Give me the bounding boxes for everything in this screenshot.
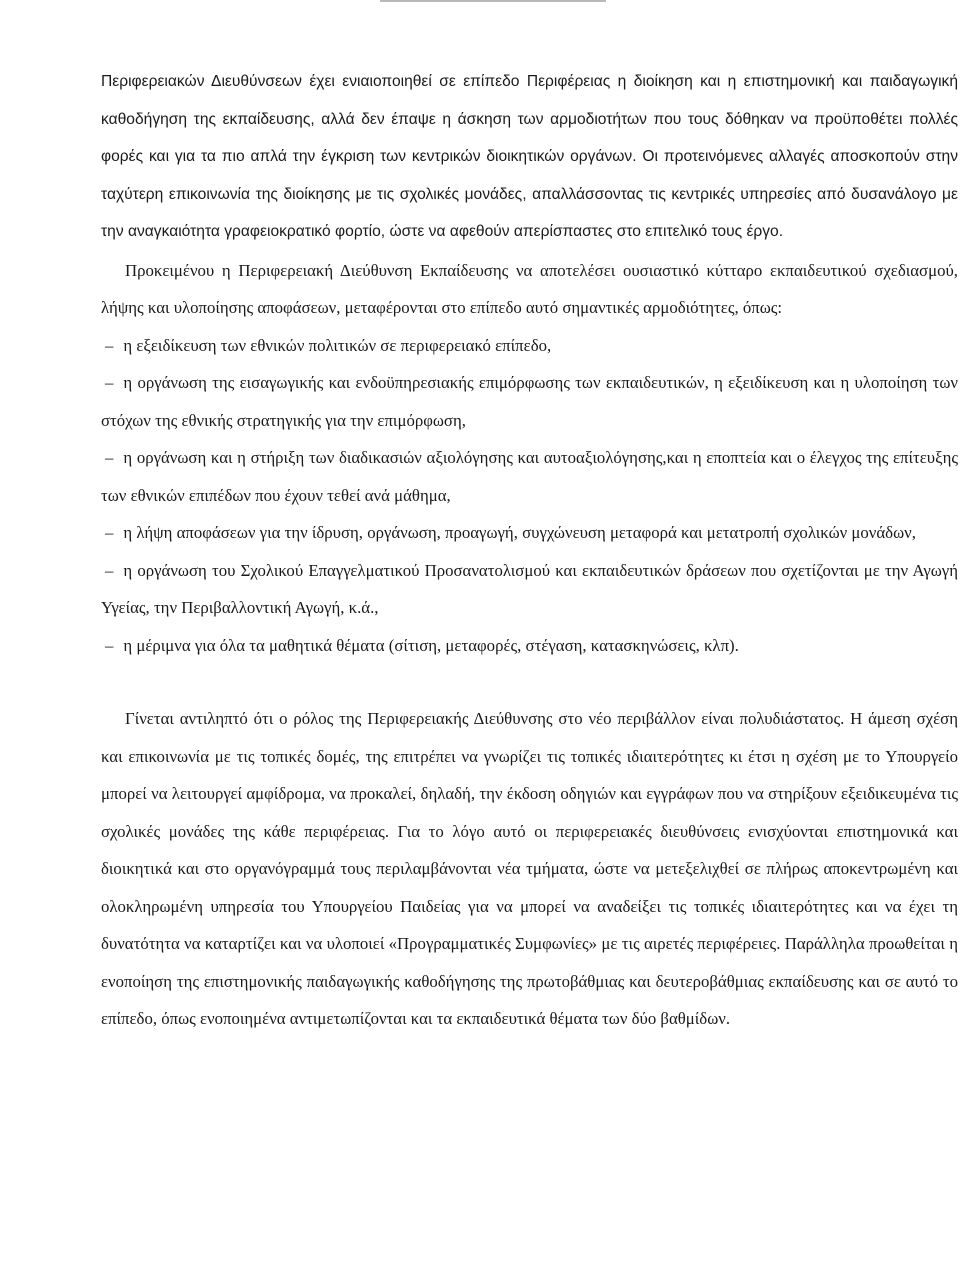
list-item [101,514,958,552]
dash-bullet: – [105,560,114,580]
paragraph-intro: Περιφερειακών Διευθύνσεων έχει ενιαιοποιηθεί σε επίπεδο Περιφέρειας η διοίκηση και η επιστημονική και παιδαγωγική καθοδήγηση της εκπαίδευσης, αλλά δεν έπαψε η άσκηση των αρμοδιοτήτων που τους δόθηκαν να προϋποθέτει πολλές φορές και για τα πιο απλά την έγκριση των κεντρικών διοικητικών οργάνων. Οι προτεινόμενες αλλαγές αποσκοπούν στην ταχύτερη επικοινωνία της διοίκησης με τις σχολικές μονάδες, απαλλάσσοντας τις κεντρικές υπηρεσίες από δυσανάλογο με την αναγκαιότητα γραφειοκρατικό φορτίο, ώστε να αφεθούν απερίσπαστες στο επιτελικό τους έργο. [101,73,958,240]
list-item-text: η οργάνωση του Σχολικού Επαγγελματικού Προσανατολισμού και εκπαιδευτικών δράσεων που σχετίζονται με την Αγωγή Υγείας, την Περιβαλλοντική Αγωγή, κ.ά., [101,560,958,617]
list-item-text: η οργάνωση της εισαγωγικής και ενδοϋπηρεσιακής επιμόρφωσης των εκπαιδευτικών, η εξειδίκευση και η υλοποίηση των στόχων της εθνικής στρατηγικής για την επιμόρφωση, [101,373,958,430]
responsibilities-list [101,327,958,665]
list-item-text: η οργάνωση και η στήριξη των διαδικασιών αξιολόγησης και αυτοαξιολόγησης,και η εποπτεία και ο έλεγχος της επίτευξης των εθνικών επιπέδων που έχουν τεθεί ανά μάθημα, [101,448,958,505]
dash-bullet: – [105,523,114,542]
paragraph-role: Γίνεται αντιληπτό ότι ο ρόλος της Περιφερειακής Διεύθυνσης στο νέο περιβάλλον είναι πολυδιάστατος. Η άμεση σχέση και επικοινωνία με τις τοπικές δομές, της επιτρέπει να γνωρίζει τις τοπικές ιδιαιτερότητες κι έτσι η σχέση με το Υπουργείο μπορεί να λειτουργεί αμφίδρομα, να προκαλεί, δηλαδή, την έκδοση οδηγιών και εγγράφων που να στηρίξουν εξειδικευμένα τις σχολικές μονάδες της κάθε περιφέρειας. Για το λόγο αυτό οι περιφερειακές διευθύνσεις ενισχύονται επιστημονικά και διοικητικά και στο οργανόγραμμά τους περιλαμβάνονται νέα τμήματα, ώστε να μετεξελιχθεί σε πλήρως αποκεντρωμένη και ολοκληρωμένη υπηρεσία του Υπουργείου Παιδείας για να μπορεί να αναδείξει τις τοπικές ιδιαιτερότητες και να έχει τη δυνατότητα να καταρτίζει και να υλοποιεί «Προγραμματικές Συμφωνίες» με τις αιρετές περιφέρειες. Παράλληλα προωθείται η ενοποίηση της επιστημονικής παιδαγωγικής καθοδήγησης της πρωτοβάθμιας και δευτεροβάθμιας εκπαίδευσης και σε αυτό το επίπεδο, όπως ενοποιημένα αντιμετωπίζονται και τα εκπαιδευτικά θέματα των δύο βαθμίδων. [101,709,958,1028]
list-item [101,627,958,665]
list-item [101,364,958,439]
list-item [101,327,958,365]
list-item-text: η εξειδίκευση των εθνικών πολιτικών σε περιφερειακό επίπεδο, [123,335,552,355]
dash-bullet: – [105,335,114,355]
dash-bullet: – [105,635,114,655]
dash-bullet: – [105,448,114,467]
top-divider [380,0,606,2]
list-item-text: η λήψη αποφάσεων για την ίδρυση, οργάνωση, προαγωγή, συγχώνευση μεταφορά και μετατροπή σχολικών μονάδων, [123,523,916,542]
list-item-text: η μέριμνα για όλα τα μαθητικά θέματα (σίτιση, μεταφορές, στέγαση, κατασκηνώσεις, κλπ). [123,635,739,655]
list-item [101,439,958,514]
dash-bullet: – [105,373,114,392]
paragraph-responsibilities: Προκειμένου η Περιφερειακή Διεύθυνση Εκπαίδευσης να αποτελέσει ουσιαστικό κύτταρο εκπαιδευτικού σχεδιασμού, λήψης και υλοποίησης αποφάσεων, μεταφέρονται στο επίπεδο αυτό σημαντικές αρμοδιότητες, όπως: [101,260,958,317]
document-page [101,63,958,1038]
list-item [101,552,958,627]
